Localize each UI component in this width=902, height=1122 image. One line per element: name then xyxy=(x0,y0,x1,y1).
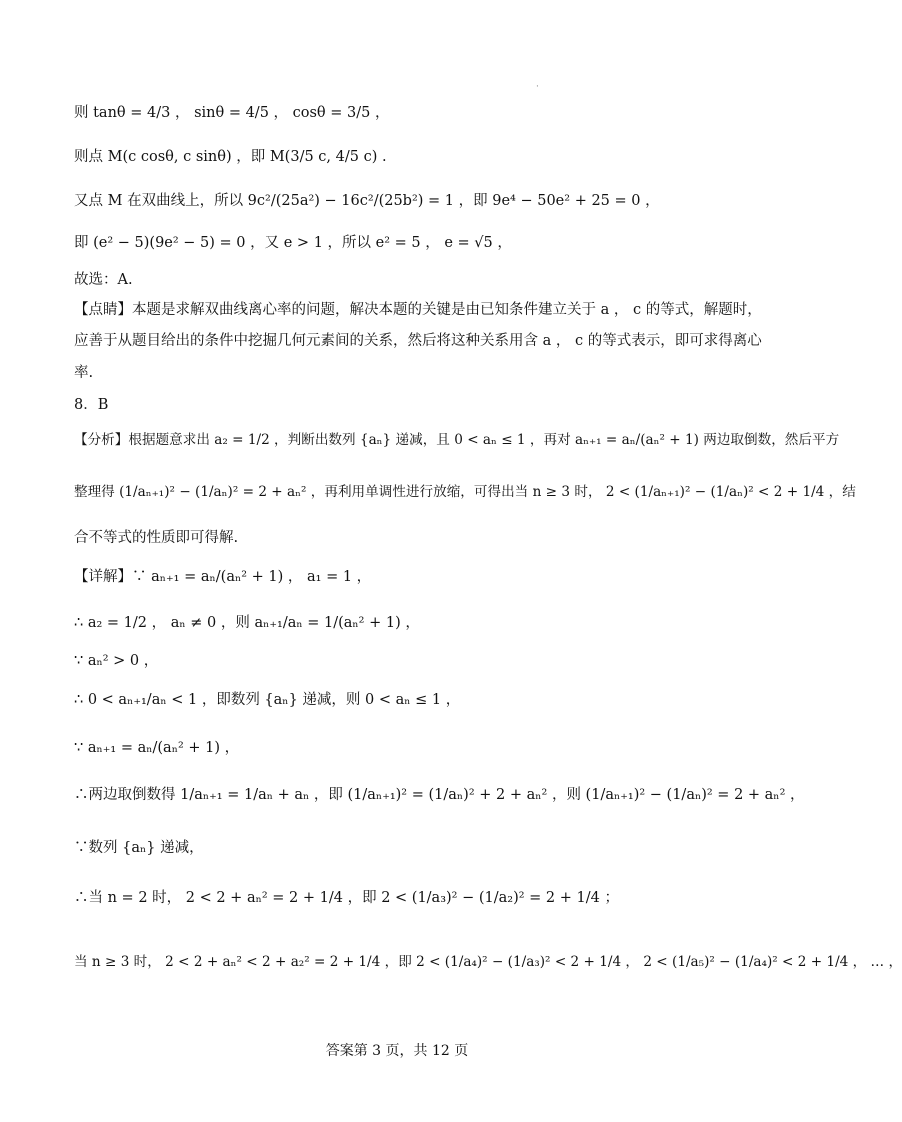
text-line: ∴两边取倒数得 1/aₙ₊₁ = 1/aₙ + aₙ ，即 (1/aₙ₊₁)² = (1/aₙ)² + 2 + aₙ² ，则 (1/aₙ₊₁)² − (1/aₙ)² = 2 + aₙ² ， xyxy=(74,787,805,803)
question-number: 8．B xyxy=(74,397,109,413)
text-line: ∵ aₙ² > 0 ， xyxy=(74,653,159,669)
text-line: ∴ a₂ = 1/2 ， aₙ ≠ 0 ，则 aₙ₊₁/aₙ = 1/(aₙ² + 1) ， xyxy=(74,615,420,631)
text-line: 即 (e² − 5)(9e² − 5) = 0 ，又 e > 1 ，所以 e² = 5 ， e = √5 ， xyxy=(74,235,512,251)
text-line: 又点 M 在双曲线上，所以 9c²/(25a²) − 16c²/(25b²) = 1 ，即 9e⁴ − 50e² + 25 = 0 ， xyxy=(74,193,660,209)
text-line: ∵ aₙ₊₁ = aₙ/(aₙ² + 1) ， xyxy=(74,740,240,756)
text-line: ∴ 0 < aₙ₊₁/aₙ < 1 ，即数列 {aₙ} 递减，则 0 < aₙ ≤ 1 ， xyxy=(74,692,461,708)
text-line: 合不等式的性质即可得解. xyxy=(74,530,239,546)
text-line: ∵数列 {aₙ} 递减， xyxy=(74,840,204,856)
text-line: 【详解】∵ aₙ₊₁ = aₙ/(aₙ² + 1) ， a₁ = 1 ， xyxy=(74,569,372,585)
page-mark: · xyxy=(536,82,539,92)
text-line: 【点睛】本题是求解双曲线离心率的问题，解决本题的关键是由已知条件建立关于 a ， c 的等式，解题时， xyxy=(74,302,762,318)
text-line: 则 tanθ = 4/3 ， sinθ = 4/5 ， cosθ = 3/5 ， xyxy=(74,105,390,121)
text-line: ∴当 n = 2 时， 2 < 2 + aₙ² = 2 + 1/4 ，即 2 < (1/a₃)² − (1/a₂)² = 2 + 1/4 ； xyxy=(74,890,619,906)
text-line: 则点 M(c cosθ, c sinθ) ，即 M(3/5 c, 4/5 c) . xyxy=(74,149,387,165)
page-footer: 答案第 3 页，共 12 页 xyxy=(325,1043,469,1059)
text-line: 应善于从题目给出的条件中挖掘几何元素间的关系，然后将这种关系用含 a ， c 的等式表示，即可求得离心 xyxy=(74,333,762,349)
text-line: 故选：A. xyxy=(74,272,133,288)
text-line: 【分析】根据题意求出 a₂ = 1/2 ，判断出数列 {aₙ} 递减，且 0 < aₙ ≤ 1 ，再对 aₙ₊₁ = aₙ/(aₙ² + 1) 两边取倒数，然后平方 xyxy=(74,432,840,448)
text-line: 整理得 (1/aₙ₊₁)² − (1/aₙ)² = 2 + aₙ² ，再利用单调性进行放缩，可得出当 n ≥ 3 时， 2 < (1/aₙ₊₁)² − (1/aₙ)² < 2 + 1/4 ，结 xyxy=(74,484,856,500)
text-line: 当 n ≥ 3 时， 2 < 2 + aₙ² < 2 + a₂² = 2 + 1/4 ，即 2 < (1/a₄)² − (1/a₃)² < 2 + 1/4 ， 2 < (1/a₅)² − (1/a₄)² < 2 + 1/4 ， … ， xyxy=(74,954,902,970)
text-line: 率. xyxy=(74,365,94,381)
